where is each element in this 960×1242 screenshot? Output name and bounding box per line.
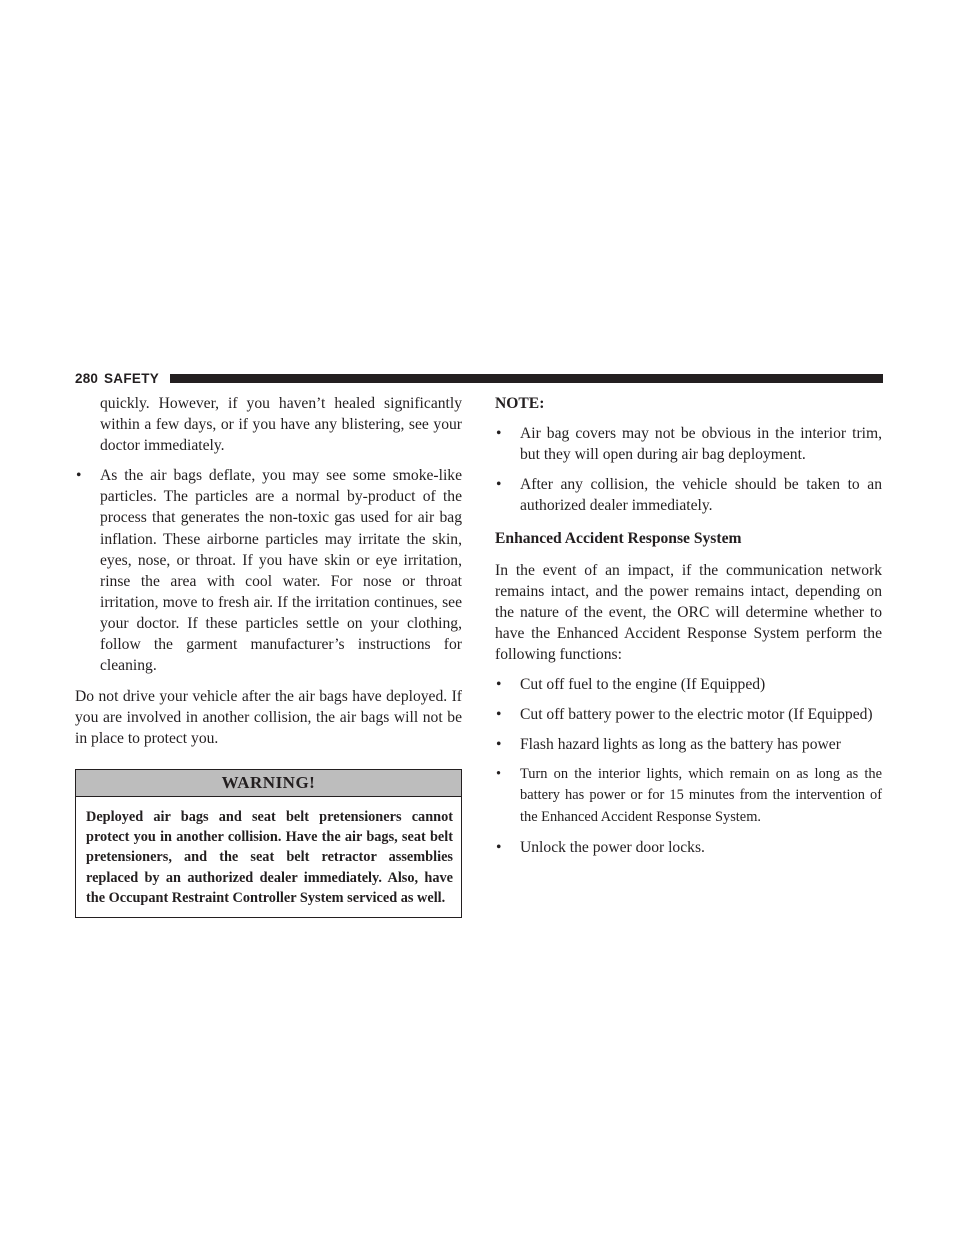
warning-title: WARNING! xyxy=(76,770,461,797)
note-bullet-text: Air bag covers may not be obvious in the interior trim, but they will open during air bag deployment. xyxy=(520,425,882,464)
function-bullet-text: Cut off fuel to the engine (If Equipped) xyxy=(520,676,766,694)
function-bullet-text: Cut off battery power to the electric motor (If Equipped) xyxy=(520,706,873,724)
left-column xyxy=(75,393,462,918)
list-item xyxy=(75,465,462,676)
list-item xyxy=(495,423,882,465)
list-item xyxy=(495,764,882,827)
right-column xyxy=(495,393,882,858)
note-bullet-text: After any collision, the vehicle should be taken to an authorized dealer immediately. xyxy=(520,476,882,515)
function-bullet-text: Turn on the interior lights, which remain on as long as the battery has power or for 15 minutes from the intervention of the Enhanced Accident Response System. xyxy=(520,766,882,825)
header-rule xyxy=(170,374,883,383)
warning-text: Deployed air bags and seat belt pretensioners cannot protect you in another collision. Have the air bags, seat belt pretensioners, and the seat belt retractor assemblies replaced by an authorized dealer immediately. Also, have the Occupant Restraint Controller System serviced as well. xyxy=(86,808,453,907)
intro-paragraph: In the event of an impact, if the communication network remains intact, and the power remains intact, depending on the nature of the event, the ORC will determine whether to have the Enhanced Accident Response System perform the following functions: xyxy=(495,561,882,663)
page-number: 280 xyxy=(75,371,99,386)
bullet-text: As the air bags deflate, you may see some smoke-like particles. The particles are a normal by-product of the process that generates the non-toxic gas used for air bag inflation. These airborne particles may irritate the skin, eyes, nose, or throat. If you have skin or eye irritation, rinse the area with cool water. For nose or throat irritation, move to fresh air. If the irritation continues, see your doctor. If these particles settle on your clothing, follow the garment manufacturer’s instructions for cleaning. xyxy=(100,467,462,675)
bullet-marker: • xyxy=(496,706,502,724)
list-item xyxy=(495,704,882,725)
page-header xyxy=(75,371,883,387)
function-bullet-text: Unlock the power door locks. xyxy=(520,838,705,856)
section-subheading: Enhanced Accident Response System xyxy=(495,530,742,548)
section-title: SAFETY xyxy=(104,371,160,386)
bullet-marker: • xyxy=(76,467,82,485)
function-bullet-text: Flash hazard lights as long as the battery has power xyxy=(520,736,841,754)
bullet-marker: • xyxy=(496,425,502,443)
bullet-marker: • xyxy=(496,736,502,754)
body-paragraph: Do not drive your vehicle after the air bags have deployed. If you are involved in another collision, the air bags will not be in place to protect you. xyxy=(75,688,462,748)
bullet-marker: • xyxy=(496,676,502,694)
list-item xyxy=(495,474,882,516)
bullet-marker: • xyxy=(496,766,502,783)
bullet-marker: • xyxy=(496,476,502,494)
warning-box xyxy=(75,769,462,918)
bullet-marker: • xyxy=(496,838,502,856)
list-item xyxy=(495,837,882,858)
continued-text: quickly. However, if you haven’t healed significantly within a few days, or if you have any blistering, see your doctor immediately. xyxy=(100,395,462,455)
note-title: NOTE: xyxy=(495,395,545,412)
list-item xyxy=(495,674,882,695)
list-item xyxy=(495,734,882,755)
